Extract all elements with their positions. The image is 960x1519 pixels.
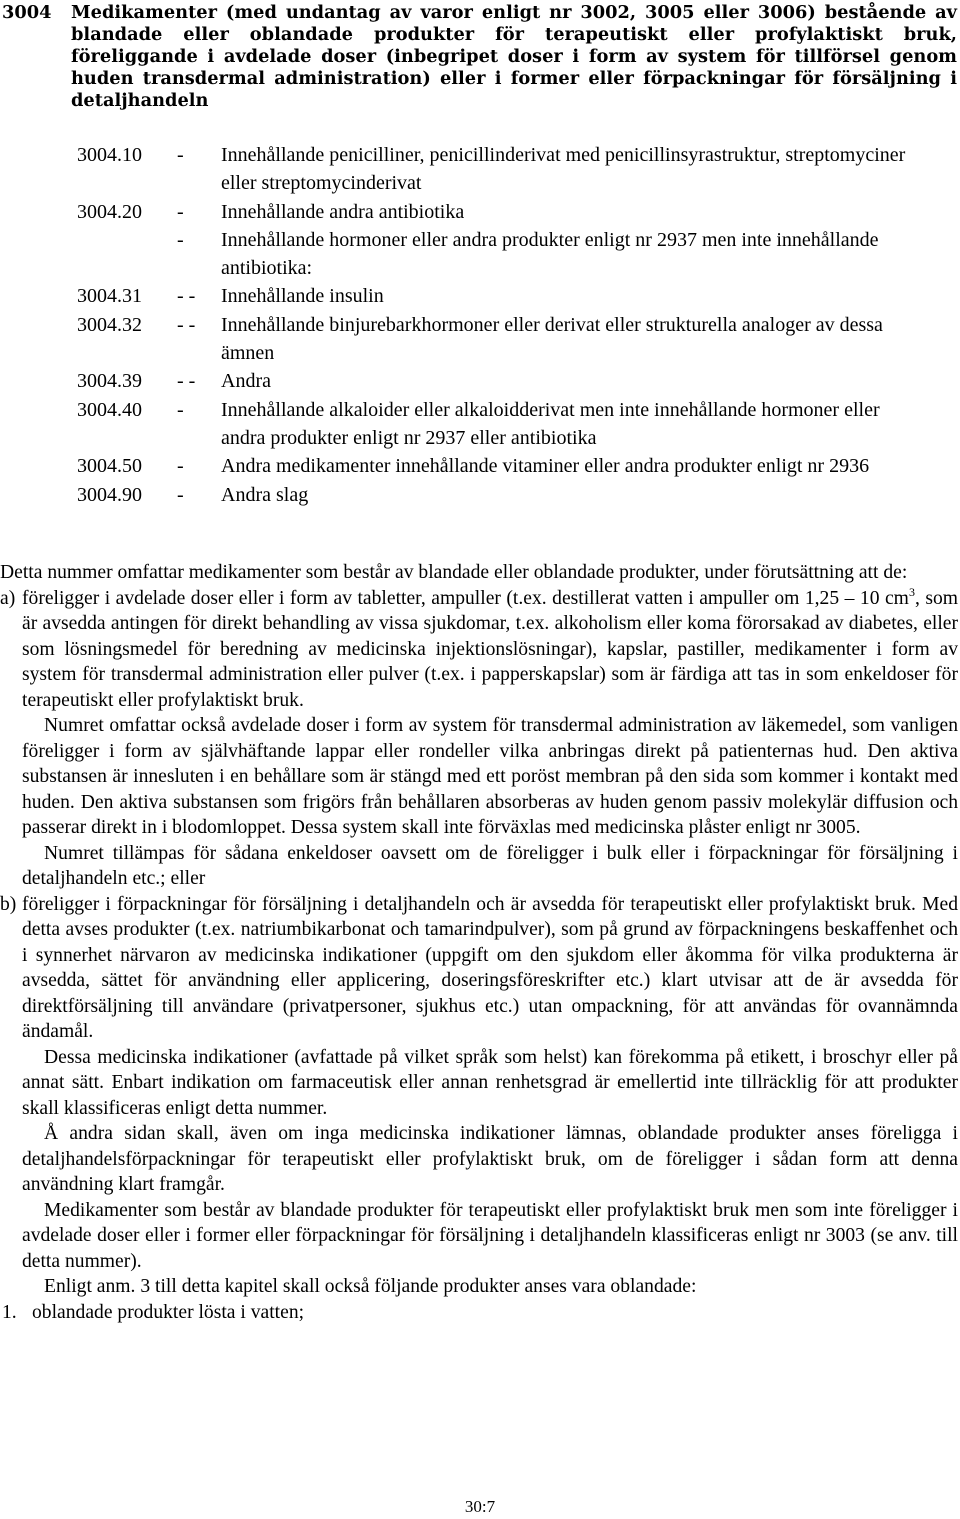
- heading-number: 3004: [2, 2, 52, 23]
- item-b-paragraph-2: Dessa medicinska indikationer (avfattade på vilket språk som helst) kan förekomma på etikett, i broschyr eller på annat sätt. Enbart indikation om farmaceutisk eller annan renhetsgrad är emellertid inte tillräcklig för att produkter skall klassificeras enligt detta nummer.: [22, 1046, 958, 1119]
- subheading-code: 3004.39: [77, 370, 142, 393]
- subheading-code: 3004.10: [77, 144, 142, 166]
- subheading-text: Andra medikamenter innehållande vitaminer eller andra produkter enligt nr 2936: [221, 455, 870, 478]
- subheading-row: [0, 282, 960, 310]
- item-b-label: b): [0, 893, 17, 915]
- item-a-paragraph-2: Numret omfattar också avdelade doser i form av system för transdermal administration av läkemedel, som vanligen föreligger i form av självhäftande lappar eller rondeller vilka anbringas direkt på patienternas hud. Den aktiva substansen är innesluten i en behållare som är stängd med ett poröst membran på den sida som kommer i kontakt med huden. Den aktiva substansen som frigörs från behållaren absorberas av huden genom passiv molekylär diffusion och passerar direkt in i blodomloppet. Dessa system skall inte förväxlas med medicinska plåster enligt nr 3005.: [22, 715, 958, 838]
- subheading-row: [0, 141, 960, 198]
- subheading-dash: -: [177, 455, 184, 478]
- subheading-row: [0, 226, 960, 283]
- subheading-dash: -: [177, 200, 184, 223]
- subheading-dash: - -: [177, 285, 196, 308]
- item-a-text-cont: , som är avsedda antingen för direkt behandling av vissa sjukdomar, t.ex. alkoholism eller koma förorsakad av diabetes, eller som lösningsmedel för beredning av medicinska injektionslösningar), kapslar, pastiller, medikamenter i form av system för transdermal administration eller pulver (t.ex. i papperskapslar) som är färdiga att tas in som enkeldoser för terapeutiskt eller profylaktiskt bruk.: [22, 587, 958, 711]
- subheading-dash: -: [177, 228, 184, 251]
- item-b-paragraph-4: Medikamenter som består av blandade produkter för terapeutiskt eller profylaktiskt bruk men som inte föreligger i avdelade doser eller i former eller förpackningar för försäljning i detaljhandeln klassificeras enligt nr 3003 (se anv. till detta nummer).: [22, 1199, 958, 1272]
- subheading-text: Andra slag: [221, 483, 309, 506]
- subheading-text: Innehållande andra antibiotika: [221, 200, 465, 223]
- subheading-text: Innehållande hormoner eller andra produkter enligt nr 2937 men inte innehållande antibiotika:: [221, 228, 879, 280]
- subheading-code: 3004.20: [77, 200, 142, 223]
- subheading-row: [0, 452, 960, 480]
- subheading-code: 3004.32: [77, 313, 142, 336]
- list-item: [0, 1300, 958, 1326]
- subheading-code: 3004.40: [77, 398, 142, 421]
- subheading-text: Andra: [221, 370, 271, 393]
- subheading-dash: -: [177, 144, 184, 166]
- subheading-dash: - -: [177, 370, 196, 393]
- item-b-paragraph-3: Å andra sidan skall, även om inga medicinska indikationer lämnas, oblandade produkter anses föreligga i detaljhandelsförpackningar för terapeutiskt eller profylaktiskt bruk, om de föreligger i sådan form att denna användning klart framgår.: [22, 1123, 958, 1195]
- item-b-text: föreligger i förpackningar för försäljning i detaljhandeln och är avsedda för terapeutiskt eller profylaktiskt bruk. Med detta avses produkter (t.ex. natriumbikarbonat och tamarindpulver), som på grund av förpackningens beskaffenhet och i synnerhet närvaron av medicinska indikationer (uppgift om den sjukdom eller åkomma för vilka produkterna är avsedda, sättet för användning eller applicering, doseringsföreskrifter etc.) klart utvisar att de är avsedda för direktförsäljning till användare (privatpersoner, sjukhus etc.) utan ompackning, för att användas för ovannämnda ändamål.: [22, 893, 958, 1042]
- explanatory-notes: [0, 560, 958, 1325]
- subheading-dash: -: [177, 398, 184, 421]
- item-a-paragraph-3: Numret tillämpas för sådana enkeldoser oavsett om de föreligger i bulk eller i förpackningar för försäljning i detaljhandeln etc.; eller: [22, 842, 958, 889]
- heading-title: Medikamenter (med undantag av varor enligt nr 3002, 3005 eller 3006) bestående av blandade eller oblandade produkter för terapeutiskt eller profylaktiskt bruk, föreliggande i avdelade doser (inbegripet doser i form av system för tillförsel genom huden transdermal administration) eller i former eller förpackningar för försäljning i detaljhandeln: [71, 2, 957, 111]
- item-b: [0, 892, 958, 1045]
- subheading-dash: - -: [177, 313, 196, 336]
- subheading-text: Innehållande alkaloider eller alkaloidderivat men inte innehållande hormoner eller andra produkter enligt nr 2937 eller antibiotika: [221, 398, 880, 449]
- item-a-superscript: 3: [908, 584, 915, 599]
- subheading-dash: -: [177, 483, 184, 506]
- subheading-list: [0, 141, 960, 509]
- item-a-text: föreligger i avdelade doser eller i form av tabletter, ampuller (t.ex. destillerat vatten i ampuller om 1,25 – 10 cm: [22, 587, 909, 609]
- subheading-text: Innehållande insulin: [221, 285, 384, 308]
- subheading-text: Innehållande binjurebarkhormoner eller derivat eller strukturella analoger av dessa ämnen: [221, 313, 883, 365]
- subheading-text: Innehållande penicilliner, penicillinderivat med penicillinsyrastruktur, streptomyciner eller streptomycinderivat: [221, 144, 906, 195]
- item-a: [0, 586, 958, 714]
- subheading-code: 3004.90: [77, 483, 142, 506]
- subheading-row: [0, 311, 960, 368]
- note-paragraph: Enligt anm. 3 till detta kapitel skall också följande produkter anses vara oblandade:: [44, 1276, 697, 1297]
- intro-paragraph: Detta nummer omfattar medikamenter som består av blandade eller oblandade produkter, under förutsättning att de:: [0, 562, 908, 583]
- subheading-row: [0, 198, 960, 226]
- page-number: 30:7: [464, 1497, 496, 1516]
- subheading-code: 3004.50: [77, 455, 142, 478]
- list-item-text: oblandade produkter lösta i vatten;: [32, 1301, 305, 1323]
- subheading-row: [0, 367, 960, 395]
- subheading-row: [0, 481, 960, 509]
- subheading-row: [0, 396, 960, 453]
- item-a-label: a): [0, 587, 16, 609]
- heading-block: [0, 2, 960, 114]
- list-item-label: 1.: [2, 1301, 17, 1323]
- subheading-code: 3004.31: [77, 285, 142, 308]
